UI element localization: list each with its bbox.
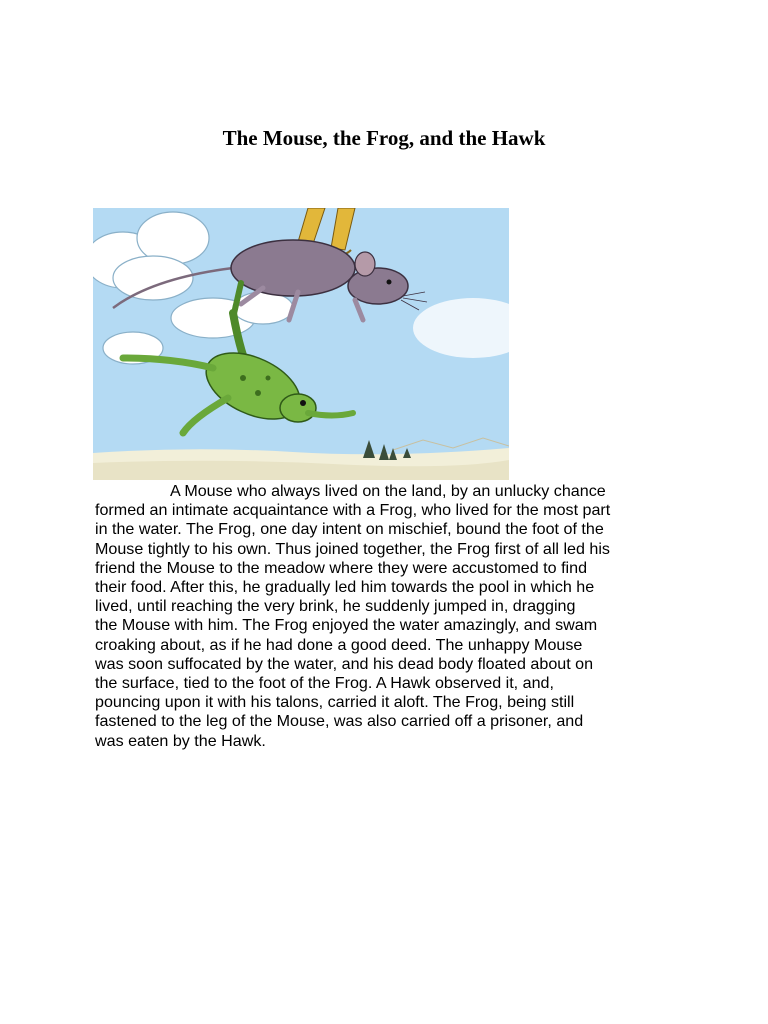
story-text bbox=[95, 482, 685, 751]
story-line: croaking about, as if he had done a good deed. The unhappy Mouse bbox=[95, 635, 583, 654]
story-line: lived, until reaching the very brink, he suddenly jumped in, dragging bbox=[95, 597, 576, 616]
story-line: fastened to the leg of the Mouse, was also carried off a prisoner, and bbox=[95, 712, 584, 731]
fable-illustration bbox=[93, 208, 509, 480]
story-line: was soon suffocated by the water, and his dead body floated about on bbox=[95, 654, 594, 673]
story-line: was eaten by the Hawk. bbox=[95, 731, 266, 750]
story-line: the Mouse with him. The Frog enjoyed the water amazingly, and swam bbox=[95, 616, 598, 635]
story-line: friend the Mouse to the meadow where they were accustomed to find bbox=[95, 558, 588, 577]
story-line: in the water. The Frog, one day intent on mischief, bound the foot of the bbox=[95, 520, 604, 539]
story-line: formed an intimate acquaintance with a Frog, who lived for the most part bbox=[95, 501, 611, 520]
story-line: pouncing upon it with his talons, carried it aloft. The Frog, being still bbox=[95, 693, 575, 712]
story-line: Mouse tightly to his own. Thus joined together, the Frog first of all led his bbox=[95, 539, 610, 558]
story-line: A Mouse who always lived on the land, by an unlucky chance bbox=[170, 482, 606, 500]
document-title: The Mouse, the Frog, and the Hawk bbox=[222, 126, 546, 150]
story-line: their food. After this, he gradually led him towards the pool in which he bbox=[95, 578, 595, 597]
story-line: the surface, tied to the foot of the Frog. A Hawk observed it, and, bbox=[95, 674, 554, 693]
